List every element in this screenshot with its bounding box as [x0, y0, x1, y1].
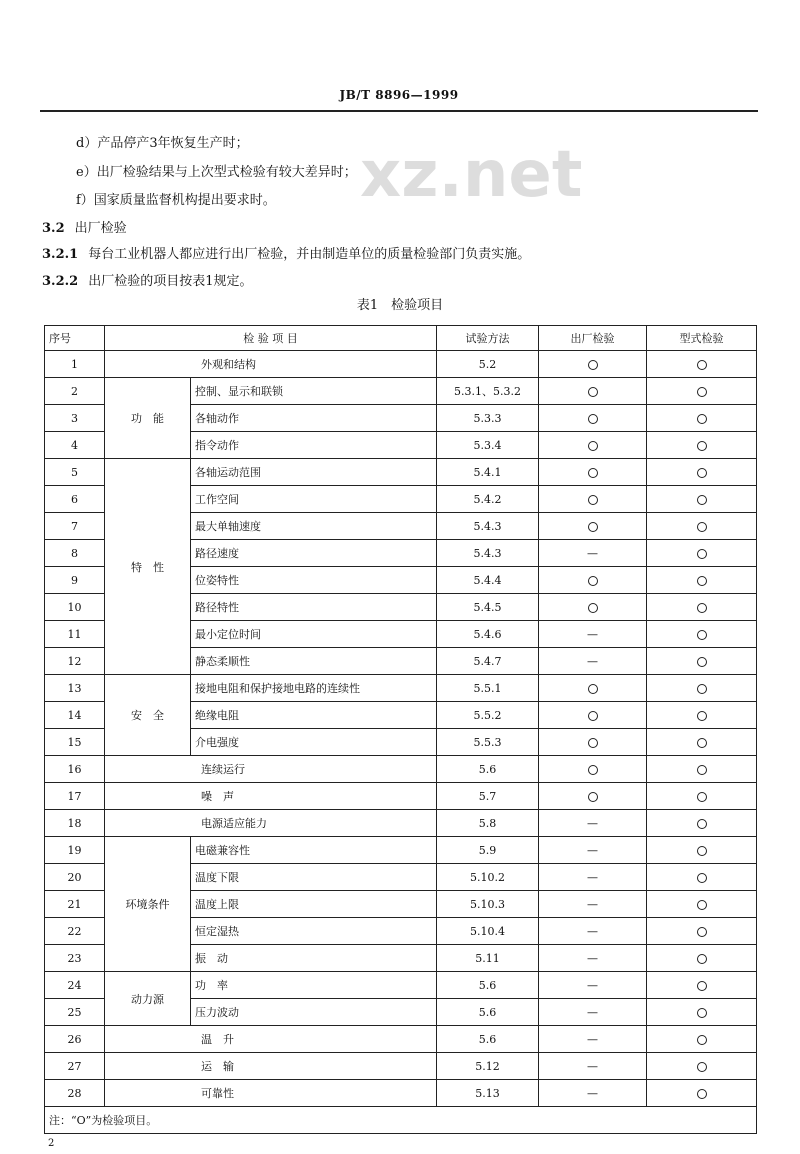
test-method: 5.5.2: [437, 702, 539, 729]
test-method: 5.9: [437, 837, 539, 864]
table-row: [45, 756, 757, 783]
row-number: 17: [45, 783, 105, 810]
text-line-f: f）国家质量监督机构提出要求时。: [76, 193, 276, 208]
factory-check: —: [539, 1026, 647, 1053]
section-title: 出厂检验: [74, 221, 127, 236]
factory-check: —: [539, 891, 647, 918]
group-cell-characteristic: 特 性: [105, 459, 191, 675]
item-name: 温度下限: [191, 864, 437, 891]
type-check: [647, 648, 757, 675]
circle-mark-icon: [697, 927, 707, 937]
test-method: 5.6: [437, 972, 539, 999]
row-number: 2: [45, 378, 105, 405]
type-check: [647, 972, 757, 999]
table-row: [45, 837, 757, 864]
item-name: 接地电阻和保护接地电路的连续性: [191, 675, 437, 702]
circle-mark-icon: [588, 603, 598, 613]
item-name: 运 输: [105, 1053, 437, 1080]
circle-mark-icon: [588, 387, 598, 397]
factory-check: [539, 459, 647, 486]
factory-check: [539, 378, 647, 405]
circle-mark-icon: [588, 495, 598, 505]
factory-check: —: [539, 945, 647, 972]
item-name: 各轴运动范围: [191, 459, 437, 486]
item-name: 路径速度: [191, 540, 437, 567]
factory-check: —: [539, 648, 647, 675]
factory-check: [539, 405, 647, 432]
row-number: 19: [45, 837, 105, 864]
section-number: 3.2: [42, 221, 65, 236]
inspection-table: [44, 325, 757, 1134]
type-check: [647, 810, 757, 837]
circle-mark-icon: [588, 441, 598, 451]
item-name: 最大单轴速度: [191, 513, 437, 540]
factory-check: —: [539, 999, 647, 1026]
circle-mark-icon: [697, 873, 707, 883]
factory-check: [539, 729, 647, 756]
type-check: [647, 918, 757, 945]
test-method: 5.10.2: [437, 864, 539, 891]
factory-check: [539, 756, 647, 783]
test-method: 5.3.3: [437, 405, 539, 432]
circle-mark-icon: [697, 549, 707, 559]
type-check: [647, 945, 757, 972]
circle-mark-icon: [697, 819, 707, 829]
item-name: 恒定湿热: [191, 918, 437, 945]
test-method: 5.5.1: [437, 675, 539, 702]
type-check: [647, 621, 757, 648]
row-number: 28: [45, 1080, 105, 1107]
factory-check: [539, 432, 647, 459]
type-check: [647, 486, 757, 513]
table-row: [45, 351, 757, 378]
circle-mark-icon: [697, 576, 707, 586]
circle-mark-icon: [588, 468, 598, 478]
row-number: 15: [45, 729, 105, 756]
circle-mark-icon: [697, 765, 707, 775]
header-type: 型式检验: [647, 326, 757, 351]
item-name: 温度上限: [191, 891, 437, 918]
circle-mark-icon: [588, 711, 598, 721]
circle-mark-icon: [588, 765, 598, 775]
table-note: 注：“O”为检验项目。: [45, 1107, 757, 1134]
test-method: 5.6: [437, 999, 539, 1026]
section-3-2-2: [42, 270, 252, 289]
group-cell-function: 功 能: [105, 378, 191, 459]
type-check: [647, 891, 757, 918]
table-row: [45, 972, 757, 999]
type-check: [647, 999, 757, 1026]
table-row: [45, 1080, 757, 1107]
circle-mark-icon: [697, 954, 707, 964]
circle-mark-icon: [697, 441, 707, 451]
table-row: [45, 459, 757, 486]
type-check: [647, 1080, 757, 1107]
section-number: 3.2.2: [42, 274, 79, 289]
type-check: [647, 432, 757, 459]
row-number: 26: [45, 1026, 105, 1053]
item-name: 压力波动: [191, 999, 437, 1026]
circle-mark-icon: [588, 414, 598, 424]
group-cell-environment: 环境条件: [105, 837, 191, 972]
item-name: 工作空间: [191, 486, 437, 513]
text-line-e: e）出厂检验结果与上次型式检验有较大差异时；: [76, 165, 357, 180]
row-number: 20: [45, 864, 105, 891]
row-number: 21: [45, 891, 105, 918]
type-check: [647, 1053, 757, 1080]
circle-mark-icon: [588, 522, 598, 532]
test-method: 5.11: [437, 945, 539, 972]
table-caption: 表1 检验项目: [356, 298, 444, 313]
test-method: 5.8: [437, 810, 539, 837]
type-check: [647, 675, 757, 702]
item-name: 连续运行: [105, 756, 437, 783]
type-check: [647, 837, 757, 864]
circle-mark-icon: [697, 657, 707, 667]
item-name: 指令动作: [191, 432, 437, 459]
circle-mark-icon: [588, 792, 598, 802]
type-check: [647, 756, 757, 783]
test-method: 5.3.1、5.3.2: [437, 378, 539, 405]
row-number: 16: [45, 756, 105, 783]
item-name: 噪 声: [105, 783, 437, 810]
group-cell-power: 动力源: [105, 972, 191, 1026]
section-text: 出厂检验的项目按表1规定。: [88, 274, 253, 289]
factory-check: —: [539, 918, 647, 945]
circle-mark-icon: [697, 1035, 707, 1045]
test-method: 5.4.1: [437, 459, 539, 486]
circle-mark-icon: [697, 387, 707, 397]
row-number: 13: [45, 675, 105, 702]
factory-check: —: [539, 1053, 647, 1080]
row-number: 27: [45, 1053, 105, 1080]
type-check: [647, 567, 757, 594]
row-number: 23: [45, 945, 105, 972]
row-number: 5: [45, 459, 105, 486]
table-row: [45, 783, 757, 810]
row-number: 11: [45, 621, 105, 648]
circle-mark-icon: [697, 711, 707, 721]
item-name: 功 率: [191, 972, 437, 999]
circle-mark-icon: [588, 576, 598, 586]
test-method: 5.4.7: [437, 648, 539, 675]
section-3-2-1: [42, 243, 530, 262]
group-cell-safety: 安 全: [105, 675, 191, 756]
test-method: 5.13: [437, 1080, 539, 1107]
row-number: 10: [45, 594, 105, 621]
type-check: [647, 351, 757, 378]
test-method: 5.2: [437, 351, 539, 378]
circle-mark-icon: [697, 603, 707, 613]
type-check: [647, 405, 757, 432]
factory-check: —: [539, 810, 647, 837]
table-header-row: [45, 326, 757, 351]
test-method: 5.10.4: [437, 918, 539, 945]
item-name: 绝缘电阻: [191, 702, 437, 729]
type-check: [647, 594, 757, 621]
circle-mark-icon: [697, 630, 707, 640]
section-3-2: [42, 217, 127, 236]
table-row: [45, 1053, 757, 1080]
circle-mark-icon: [588, 360, 598, 370]
circle-mark-icon: [697, 360, 707, 370]
factory-check: —: [539, 621, 647, 648]
circle-mark-icon: [588, 684, 598, 694]
row-number: 3: [45, 405, 105, 432]
factory-check: [539, 594, 647, 621]
test-method: 5.4.3: [437, 540, 539, 567]
item-name: 温 升: [105, 1026, 437, 1053]
factory-check: [539, 486, 647, 513]
factory-check: —: [539, 837, 647, 864]
item-name: 各轴动作: [191, 405, 437, 432]
row-number: 24: [45, 972, 105, 999]
item-name: 电磁兼容性: [191, 837, 437, 864]
test-method: 5.4.6: [437, 621, 539, 648]
factory-check: [539, 351, 647, 378]
item-name: 最小定位时间: [191, 621, 437, 648]
circle-mark-icon: [697, 846, 707, 856]
table-row: [45, 810, 757, 837]
circle-mark-icon: [697, 1089, 707, 1099]
row-number: 18: [45, 810, 105, 837]
row-number: 4: [45, 432, 105, 459]
table-row: [45, 378, 757, 405]
page-header: JB/T 8896—1999: [40, 88, 758, 112]
item-name: 控制、显示和联锁: [191, 378, 437, 405]
factory-check: [539, 513, 647, 540]
type-check: [647, 1026, 757, 1053]
test-method: 5.7: [437, 783, 539, 810]
test-method: 5.12: [437, 1053, 539, 1080]
text-line-d: d）产品停产3年恢复生产时；: [76, 136, 249, 151]
circle-mark-icon: [697, 414, 707, 424]
row-number: 25: [45, 999, 105, 1026]
type-check: [647, 513, 757, 540]
test-method: 5.5.3: [437, 729, 539, 756]
table-note-row: [45, 1107, 757, 1134]
row-number: 1: [45, 351, 105, 378]
circle-mark-icon: [697, 468, 707, 478]
circle-mark-icon: [697, 1062, 707, 1072]
row-number: 12: [45, 648, 105, 675]
test-method: 5.4.5: [437, 594, 539, 621]
row-number: 6: [45, 486, 105, 513]
item-name: 可靠性: [105, 1080, 437, 1107]
header-seq: 序号: [45, 326, 105, 351]
circle-mark-icon: [588, 738, 598, 748]
circle-mark-icon: [697, 738, 707, 748]
table-row: [45, 675, 757, 702]
item-name: 电源适应能力: [105, 810, 437, 837]
row-number: 9: [45, 567, 105, 594]
type-check: [647, 702, 757, 729]
circle-mark-icon: [697, 684, 707, 694]
test-method: 5.6: [437, 1026, 539, 1053]
factory-check: —: [539, 864, 647, 891]
type-check: [647, 783, 757, 810]
header-factory: 出厂检验: [539, 326, 647, 351]
section-text: 每台工业机器人都应进行出厂检验，并由制造单位的质量检验部门负责实施。: [88, 247, 531, 262]
circle-mark-icon: [697, 1008, 707, 1018]
item-name: 介电强度: [191, 729, 437, 756]
row-number: 7: [45, 513, 105, 540]
row-number: 22: [45, 918, 105, 945]
type-check: [647, 729, 757, 756]
factory-check: —: [539, 1080, 647, 1107]
header-item: 检 验 项 目: [105, 326, 437, 351]
circle-mark-icon: [697, 792, 707, 802]
factory-check: —: [539, 972, 647, 999]
circle-mark-icon: [697, 495, 707, 505]
type-check: [647, 540, 757, 567]
item-name: 路径特性: [191, 594, 437, 621]
page-number: 2: [48, 1138, 55, 1149]
test-method: 5.6: [437, 756, 539, 783]
test-method: 5.4.3: [437, 513, 539, 540]
test-method: 5.4.4: [437, 567, 539, 594]
factory-check: —: [539, 540, 647, 567]
section-number: 3.2.1: [42, 247, 79, 262]
factory-check: [539, 567, 647, 594]
item-name: 振 动: [191, 945, 437, 972]
type-check: [647, 864, 757, 891]
circle-mark-icon: [697, 900, 707, 910]
item-name: 位姿特性: [191, 567, 437, 594]
test-method: 5.10.3: [437, 891, 539, 918]
header-method: 试验方法: [437, 326, 539, 351]
row-number: 8: [45, 540, 105, 567]
watermark: xz.net: [360, 138, 583, 212]
test-method: 5.3.4: [437, 432, 539, 459]
factory-check: [539, 702, 647, 729]
type-check: [647, 459, 757, 486]
circle-mark-icon: [697, 522, 707, 532]
row-number: 14: [45, 702, 105, 729]
test-method: 5.4.2: [437, 486, 539, 513]
item-name: 外观和结构: [105, 351, 437, 378]
item-name: 静态柔顺性: [191, 648, 437, 675]
factory-check: [539, 783, 647, 810]
factory-check: [539, 675, 647, 702]
circle-mark-icon: [697, 981, 707, 991]
type-check: [647, 378, 757, 405]
table-row: [45, 1026, 757, 1053]
